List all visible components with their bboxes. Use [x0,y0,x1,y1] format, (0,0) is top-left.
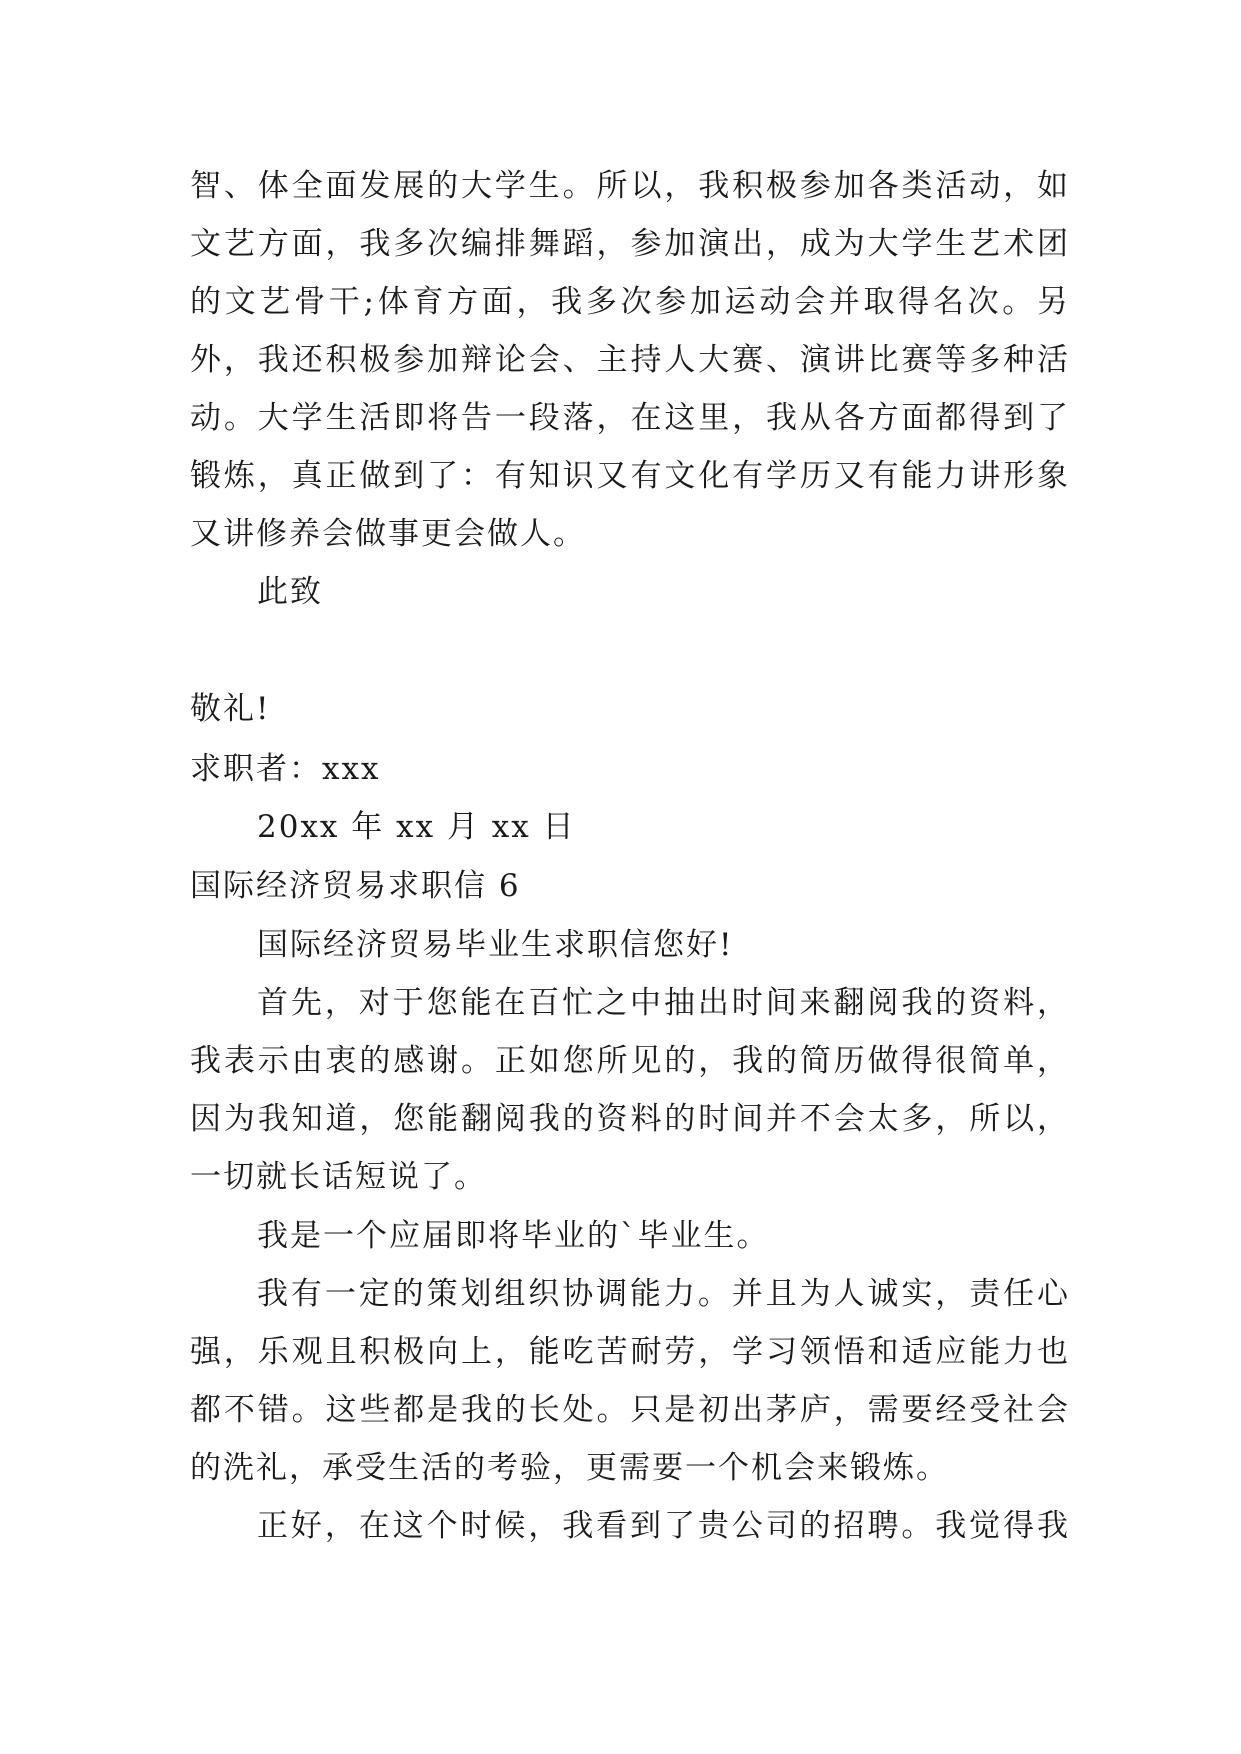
paragraph-5-line-1: 正好，在这个时候，我看到了贵公司的招聘。我觉得我 [257,1508,1070,1544]
paragraph-1-line-2: 文艺方面，我多次编排舞蹈，参加演出，成为大学生艺术团 [190,226,1070,262]
paragraph-1-line-6: 锻炼，真正做到了：有知识又有文化有学历又有能力讲形象 [190,458,1070,494]
paragraph-4-line-4: 的洗礼，承受生活的考验，更需要一个机会来锻炼。 [190,1450,949,1486]
paragraph-1-line-4: 外，我还积极参加辩论会、主持人大赛、演讲比赛等多种活 [190,342,1070,378]
paragraph-1-line-3: 的文艺骨干;体育方面，我多次参加运动会并取得名次。另 [190,284,1070,320]
applicant-signature: 求职者：xxx [190,751,381,787]
paragraph-1-line-7: 又讲修养会做事更会做人。 [190,516,586,552]
paragraph-4-line-1: 我有一定的策划组织协调能力。并且为人诚实，责任心 [257,1276,1070,1312]
paragraph-1-line-5: 动。大学生活即将告一段落，在这里，我从各方面都得到了 [190,400,1070,436]
paragraph-2-line-4: 一切就长话短说了。 [190,1159,487,1195]
section-title: 国际经济贸易求职信 6 [190,868,521,904]
letter-date: 20xx 年 xx 月 xx 日 [257,809,576,845]
paragraph-2-line-1: 首先，对于您能在百忙之中抽出时间来翻阅我的资料， [257,985,1070,1021]
paragraph-2-line-2: 我表示由衷的感谢。正如您所见的，我的简历做得很简单， [190,1043,1070,1079]
paragraph-4-line-2: 强，乐观且积极向上，能吃苦耐劳，学习领悟和适应能力也 [190,1334,1070,1370]
closing: 此致 [257,574,323,610]
paragraph-2-line-3: 因为我知道，您能翻阅我的资料的时间并不会太多，所以， [190,1101,1070,1137]
salute: 敬礼! [190,691,271,727]
paragraph-1-line-1: 智、体全面发展的大学生。所以，我积极参加各类活动，如 [190,168,1070,204]
greeting: 国际经济贸易毕业生求职信您好! [257,927,734,963]
paragraph-4-line-3: 都不错。这些都是我的长处。只是初出茅庐，需要经受社会 [190,1392,1070,1428]
paragraph-3: 我是一个应届即将毕业的`毕业生。 [257,1218,770,1254]
